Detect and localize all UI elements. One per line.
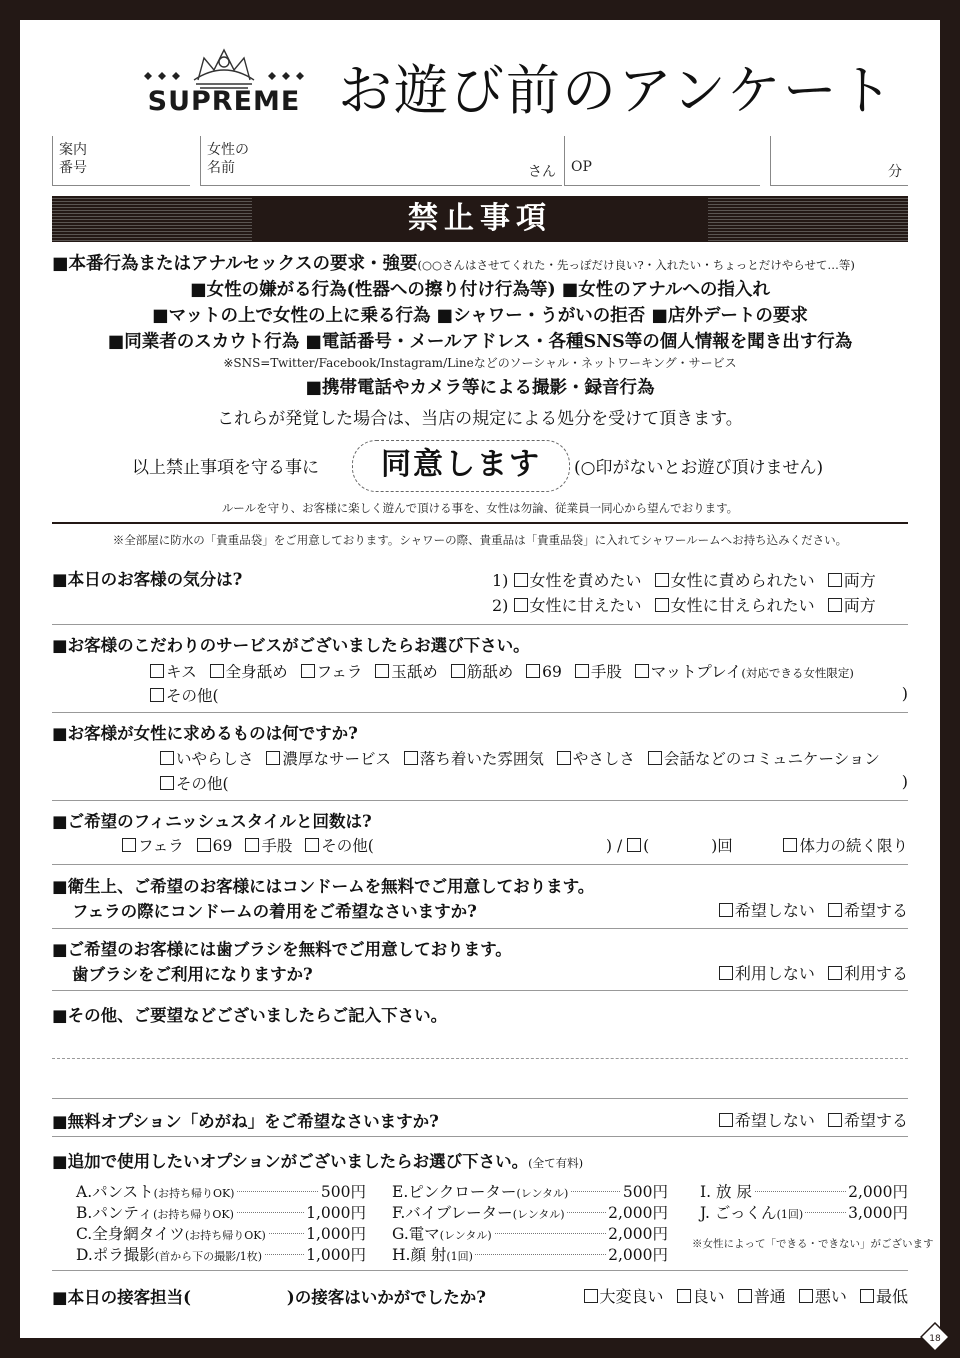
q10-opt-average[interactable]	[738, 1287, 786, 1306]
q2-opt-fellatio[interactable]	[301, 663, 363, 681]
agree-suffix: (○印がないとお遊び頂けません)	[574, 458, 824, 478]
divider	[52, 800, 908, 801]
option-title: H.顔 射	[392, 1246, 447, 1264]
page-number-badge	[920, 1322, 950, 1352]
option-price: 2,000円	[606, 1201, 668, 1223]
op-label: OP	[571, 159, 592, 175]
q3-other[interactable]	[160, 772, 229, 794]
q2-opt-mat[interactable]	[635, 663, 854, 681]
banner-stripes-right	[708, 196, 908, 242]
minutes-field[interactable]	[770, 136, 908, 186]
option-name	[76, 1180, 236, 1202]
option-label: 手股	[590, 663, 622, 681]
divider	[52, 1098, 908, 1099]
option-price: 2,000円	[606, 1222, 668, 1244]
mat-note: (対応できる女性限定)	[741, 666, 854, 680]
option-name	[392, 1201, 567, 1223]
q3-wants-question: ■お客様が女性に求めるものは何ですか?	[52, 724, 358, 743]
checkbox[interactable]	[266, 751, 280, 765]
checkbox[interactable]	[375, 664, 389, 678]
prohibited-line-1-text: ■本番行為またはアナルセックスの要求・強要	[52, 254, 418, 274]
option-note: (レンタル)	[516, 1187, 569, 1200]
q1-row-1-number: 1)	[492, 571, 509, 590]
option-label: フェラ	[138, 837, 184, 855]
option-label: 玉舐め	[391, 663, 438, 681]
checkbox[interactable]	[245, 838, 259, 852]
option-label: 希望する	[843, 1111, 908, 1130]
q1-mood-question: ■本日のお客様の気分は?	[52, 570, 243, 589]
option-label: 最低	[875, 1287, 908, 1306]
option-title: E.ピンクローター	[392, 1183, 517, 1201]
q10-staff-rating	[52, 1284, 486, 1308]
option-label: その他(	[166, 687, 219, 705]
option-title: B.パンティ	[76, 1204, 154, 1222]
option-price: 1,000円	[304, 1222, 366, 1244]
checkbox[interactable]	[404, 751, 418, 765]
q9-question-text: ■追加で使用したいオプションがございましたらお選び下さい。	[52, 1152, 529, 1171]
option-label: 手股	[261, 837, 293, 855]
q1-row-2	[492, 593, 876, 616]
option-name	[392, 1180, 570, 1202]
q2-opt-ball[interactable]	[375, 663, 438, 681]
checkbox[interactable]	[799, 1289, 813, 1303]
q6-toothbrush-line-1: ■ご希望のお客様には歯ブラシを無料でご用意しております。	[52, 940, 512, 959]
option-label: 会話などのコミュニケーション	[663, 750, 880, 768]
option-title: A.パンスト	[76, 1183, 154, 1201]
checkbox[interactable]	[122, 838, 136, 852]
option-title: D.ポラ撮影	[76, 1246, 155, 1264]
q7-requests-question: ■その他、ご要望などございましたらご記入下さい。	[52, 1006, 448, 1025]
option-label: 全身舐め	[225, 663, 288, 681]
guide-number-field[interactable]	[52, 136, 190, 186]
option-label: マットプレイ	[650, 663, 742, 681]
q6-opt-yes[interactable]	[828, 964, 908, 983]
option-label: 利用する	[843, 964, 908, 983]
option-label: 女性に責められたい	[670, 571, 815, 590]
checkbox[interactable]	[514, 573, 528, 587]
valuables-note: ※全部屋に防水の「貴重品袋」をご用意しております。シャワーの際、貴重品は「貴重品袋」に入れてシャワールームへお持ち込みください。	[112, 533, 848, 547]
prohibited-line-1-note: (○○さんはさせてくれた・先っぽだけ良い?・入れたい・ちょっとだけやらせて…等)	[417, 258, 855, 272]
checkbox[interactable]	[575, 664, 589, 678]
guide-number-label: 案内 番号	[59, 142, 87, 176]
q2-service-question: ■お客様のこだわりのサービスがございましたらお選び下さい。	[52, 636, 530, 655]
sns-note: ※SNS=Twitter/Facebook/Instagram/Lineなどのソーシャル・ネットワーキング・サービス	[223, 356, 737, 370]
checkbox[interactable]	[783, 838, 797, 852]
agreement-row	[52, 440, 908, 492]
option-title: J. ごっくん	[700, 1204, 777, 1222]
q4-options	[122, 834, 374, 856]
option-label: 体力の続く限り	[799, 837, 908, 855]
option-label: 両方	[843, 596, 876, 615]
q6-opt-no[interactable]	[719, 964, 815, 983]
option-label: 筋舐め	[466, 663, 514, 681]
q4-separator: ) /	[606, 837, 623, 855]
banner-stripes-left	[52, 196, 252, 242]
q5-condom-line-1: ■衛生上、ご希望のお客様にはコンドームを無料でご用意しております。	[52, 877, 595, 896]
option-price: 500円	[621, 1180, 668, 1202]
q3-opt-naughtiness[interactable]	[160, 750, 254, 768]
option-name	[700, 1201, 805, 1223]
option-price: 1,000円	[304, 1201, 366, 1223]
q1-opt-be-dominated[interactable]	[655, 571, 815, 590]
option-label: その他(	[321, 837, 374, 855]
option-label: 大変良い	[599, 1287, 664, 1306]
option-label: 良い	[692, 1287, 725, 1306]
option-label: その他(	[176, 775, 229, 793]
checkbox[interactable]	[526, 664, 540, 678]
agree-prefix: 以上禁止事項を守る事に	[132, 458, 319, 478]
option-price-line	[76, 1180, 366, 1202]
divider	[52, 712, 908, 713]
option-label: 希望しない	[734, 1111, 815, 1130]
checkbox[interactable]	[828, 966, 842, 980]
agree-circle-target[interactable]: 同意します	[352, 440, 570, 492]
count-close: )回	[711, 837, 733, 855]
option-note: (お持ち帰りOK)	[153, 1187, 235, 1200]
q2-other[interactable]	[150, 684, 219, 706]
page-number: 18	[929, 1334, 941, 1344]
checkbox[interactable]	[719, 966, 733, 980]
divider	[52, 990, 908, 991]
option-label: フェラ	[316, 663, 363, 681]
q4-finish-question: ■ご希望のフィニッシュスタイルと回数は?	[52, 812, 372, 831]
girl-name-field[interactable]	[200, 136, 562, 186]
option-price-line	[392, 1243, 668, 1265]
option-title: C.全身網タイツ	[76, 1225, 185, 1243]
girl-name-label: 女性の 名前	[207, 142, 249, 176]
q3-opt-kindness[interactable]	[557, 750, 635, 768]
prohibited-banner	[52, 196, 908, 242]
checkbox[interactable]	[828, 573, 842, 587]
q1-opt-pamper[interactable]	[514, 596, 642, 615]
option-label: 両方	[843, 571, 876, 590]
q1-opt-both-2[interactable]	[828, 596, 876, 615]
option-label: 女性に甘えられたい	[670, 596, 815, 615]
q8-options	[719, 1108, 908, 1131]
checkbox[interactable]	[305, 838, 319, 852]
q10-prefix: ■本日の接客担当(	[52, 1288, 191, 1307]
option-price: 2,000円	[606, 1243, 668, 1265]
option-name	[76, 1222, 268, 1244]
option-price: 2,000円	[846, 1180, 908, 1202]
divider	[52, 864, 908, 865]
q5-condom-line-2: フェラの際にコンドームの着用をご希望なさいますか?	[72, 902, 477, 921]
prohibited-line-2: ■女性の嫌がる行為(性器への擦り付け行為等) ■女性のアナルへの指入れ	[190, 280, 770, 300]
option-label: 希望する	[843, 901, 908, 920]
q6-options	[719, 961, 908, 984]
q5-options	[719, 898, 908, 921]
option-price-line	[76, 1243, 366, 1265]
q3-opt-communication[interactable]	[648, 750, 880, 768]
checkbox[interactable]	[860, 1289, 874, 1303]
q2-opt-thigh[interactable]	[575, 663, 622, 681]
option-note: (レンタル)	[439, 1229, 492, 1242]
option-name	[700, 1180, 754, 1202]
q10-opt-good[interactable]	[677, 1287, 725, 1306]
prohibited-line-1	[52, 250, 908, 275]
option-note: (お持ち帰りOK)	[153, 1208, 234, 1221]
op-field[interactable]	[564, 136, 760, 186]
checkbox[interactable]	[828, 1113, 842, 1127]
warning-text: これらが発覚した場合は、当店の規定による処分を受けて頂きます。	[217, 409, 743, 429]
option-name	[392, 1243, 475, 1265]
q9-options-question	[52, 1148, 583, 1172]
q1-row-2-number: 2)	[492, 596, 509, 615]
brand-name: SUPREME	[147, 86, 301, 117]
q1-opt-dominate[interactable]	[514, 571, 642, 590]
q1-opt-be-pampered[interactable]	[655, 596, 815, 615]
option-label: 69	[212, 837, 233, 855]
prohibited-line-3: ■マットの上で女性の上に乗る行為 ■シャワー・うがいの拒否 ■店外デートの要求	[152, 306, 808, 326]
prohibited-line-4: ■同業者のスカウト行為 ■電話番号・メールアドレス・各種SNS等の個人情報を聞き出す行為	[107, 332, 853, 352]
option-note: (お持ち帰りOK)	[184, 1229, 266, 1242]
option-title: F.バイブレーター	[392, 1204, 513, 1222]
checkbox[interactable]	[655, 573, 669, 587]
divider	[52, 928, 908, 929]
option-label: 落ち着いた雰囲気	[419, 750, 544, 768]
option-label: やさしさ	[572, 750, 635, 768]
q10-suffix: )の接客はいかがでしたか?	[286, 1288, 486, 1307]
option-price: 3,000円	[846, 1201, 908, 1223]
option-price-line	[392, 1201, 668, 1223]
divider	[52, 624, 908, 625]
option-label: 希望しない	[734, 901, 815, 920]
q6-toothbrush-line-2: 歯ブラシをご利用になりますか?	[72, 965, 313, 984]
checkbox[interactable]	[648, 751, 662, 765]
option-note: (レンタル)	[512, 1208, 565, 1221]
q5-opt-yes[interactable]	[828, 901, 908, 920]
q2-opt-kiss[interactable]	[150, 663, 197, 681]
option-price-line	[76, 1201, 366, 1223]
checkbox[interactable]	[677, 1289, 691, 1303]
option-price-line	[392, 1180, 668, 1202]
q3-options	[160, 747, 880, 769]
option-price-line	[392, 1222, 668, 1244]
divider	[52, 522, 908, 524]
option-note: (1回)	[776, 1208, 804, 1221]
option-price-line	[700, 1201, 908, 1223]
q8-glasses-question: ■無料オプション「めがね」をご希望なさいますか?	[52, 1112, 439, 1131]
q2-opt-shaft[interactable]	[451, 663, 514, 681]
option-label: 女性を責めたい	[529, 571, 642, 590]
q10-options	[584, 1284, 908, 1307]
checkbox[interactable]	[584, 1289, 598, 1303]
q2-opt-full-body[interactable]	[210, 663, 288, 681]
q1-row-1	[492, 568, 876, 591]
option-note: (1回)	[446, 1250, 473, 1263]
checkbox[interactable]	[655, 598, 669, 612]
option-price-line	[76, 1222, 366, 1244]
q3-other-close: )	[901, 772, 908, 791]
q1-opt-both-1[interactable]	[828, 571, 876, 590]
option-name	[76, 1201, 236, 1223]
option-label: 普通	[753, 1287, 786, 1306]
q3-opt-calm[interactable]	[404, 750, 544, 768]
option-label: 濃厚なサービス	[282, 750, 391, 768]
checkbox[interactable]	[828, 903, 842, 917]
minutes-suffix: 分	[888, 164, 902, 180]
checkbox[interactable]	[627, 838, 641, 852]
option-label: 69	[542, 663, 562, 681]
checkbox[interactable]	[301, 664, 315, 678]
q5-opt-no[interactable]	[719, 901, 815, 920]
availability-note: ※女性によって「できる・できない」がございます	[692, 1238, 934, 1250]
q8-opt-yes[interactable]	[828, 1111, 908, 1130]
q2-options	[150, 660, 854, 682]
q2-opt-69[interactable]	[526, 663, 562, 681]
q10-opt-worst[interactable]	[860, 1287, 908, 1306]
option-label: 女性に甘えたい	[529, 596, 642, 615]
name-suffix: さん	[528, 164, 556, 180]
checkbox[interactable]	[150, 688, 164, 702]
requests-write-line[interactable]	[52, 1058, 908, 1059]
q4-opt-stamina[interactable]	[783, 834, 908, 856]
prohibited-title: 禁止事項	[408, 201, 552, 236]
option-name	[392, 1222, 494, 1244]
q8-opt-no[interactable]	[719, 1111, 815, 1130]
q4-count	[606, 834, 733, 856]
option-label: 悪い	[814, 1287, 847, 1306]
checkbox[interactable]	[828, 598, 842, 612]
checkbox[interactable]	[557, 751, 571, 765]
option-price: 1,000円	[304, 1243, 366, 1265]
checkbox[interactable]	[150, 664, 164, 678]
option-note: (首から下の撮影/1枚)	[154, 1250, 263, 1263]
option-title: G.電マ	[392, 1225, 440, 1243]
prohibited-line-5: ■携帯電話やカメラ等による撮影・録音行為	[305, 378, 655, 398]
option-label: 利用しない	[734, 964, 815, 983]
page-title: お遊び前のアンケート	[338, 59, 895, 122]
q10-opt-bad[interactable]	[799, 1287, 847, 1306]
q4-opt-fellatio[interactable]	[122, 837, 184, 855]
divider	[52, 1136, 908, 1137]
option-price: 500円	[319, 1180, 366, 1202]
checkbox[interactable]	[451, 664, 465, 678]
divider	[52, 1270, 908, 1271]
checkbox[interactable]	[635, 664, 649, 678]
checkbox[interactable]	[719, 903, 733, 917]
q2-other-close: )	[901, 684, 908, 703]
option-label: キス	[166, 663, 197, 681]
q3-opt-rich-service[interactable]	[266, 750, 391, 768]
option-name	[76, 1243, 264, 1265]
checkbox[interactable]	[210, 664, 224, 678]
option-price-line	[700, 1180, 908, 1202]
count-open: (	[643, 837, 650, 855]
checkbox[interactable]	[160, 776, 174, 790]
option-label: いやらしさ	[176, 750, 254, 768]
q4-opt-other[interactable]	[305, 837, 374, 855]
questionnaire-sheet	[20, 20, 941, 1344]
q4-opt-69[interactable]	[197, 837, 233, 855]
q4-opt-thigh[interactable]	[245, 837, 292, 855]
q4-opt-count[interactable]	[627, 837, 733, 855]
rule-note: ルールを守り、お客様に楽しく遊んで頂ける事を、女性は勿論、従業員一同心から望んでおります。	[221, 501, 739, 515]
checkbox[interactable]	[719, 1113, 733, 1127]
checkbox[interactable]	[197, 838, 211, 852]
option-title: I. 放 尿	[700, 1183, 752, 1201]
paid-note: (全て有料)	[528, 1156, 584, 1170]
checkbox[interactable]	[738, 1289, 752, 1303]
checkbox[interactable]	[514, 598, 528, 612]
info-row	[52, 136, 908, 186]
checkbox[interactable]	[160, 751, 174, 765]
q10-opt-excellent[interactable]	[584, 1287, 664, 1306]
supreme-logo	[124, 36, 324, 120]
